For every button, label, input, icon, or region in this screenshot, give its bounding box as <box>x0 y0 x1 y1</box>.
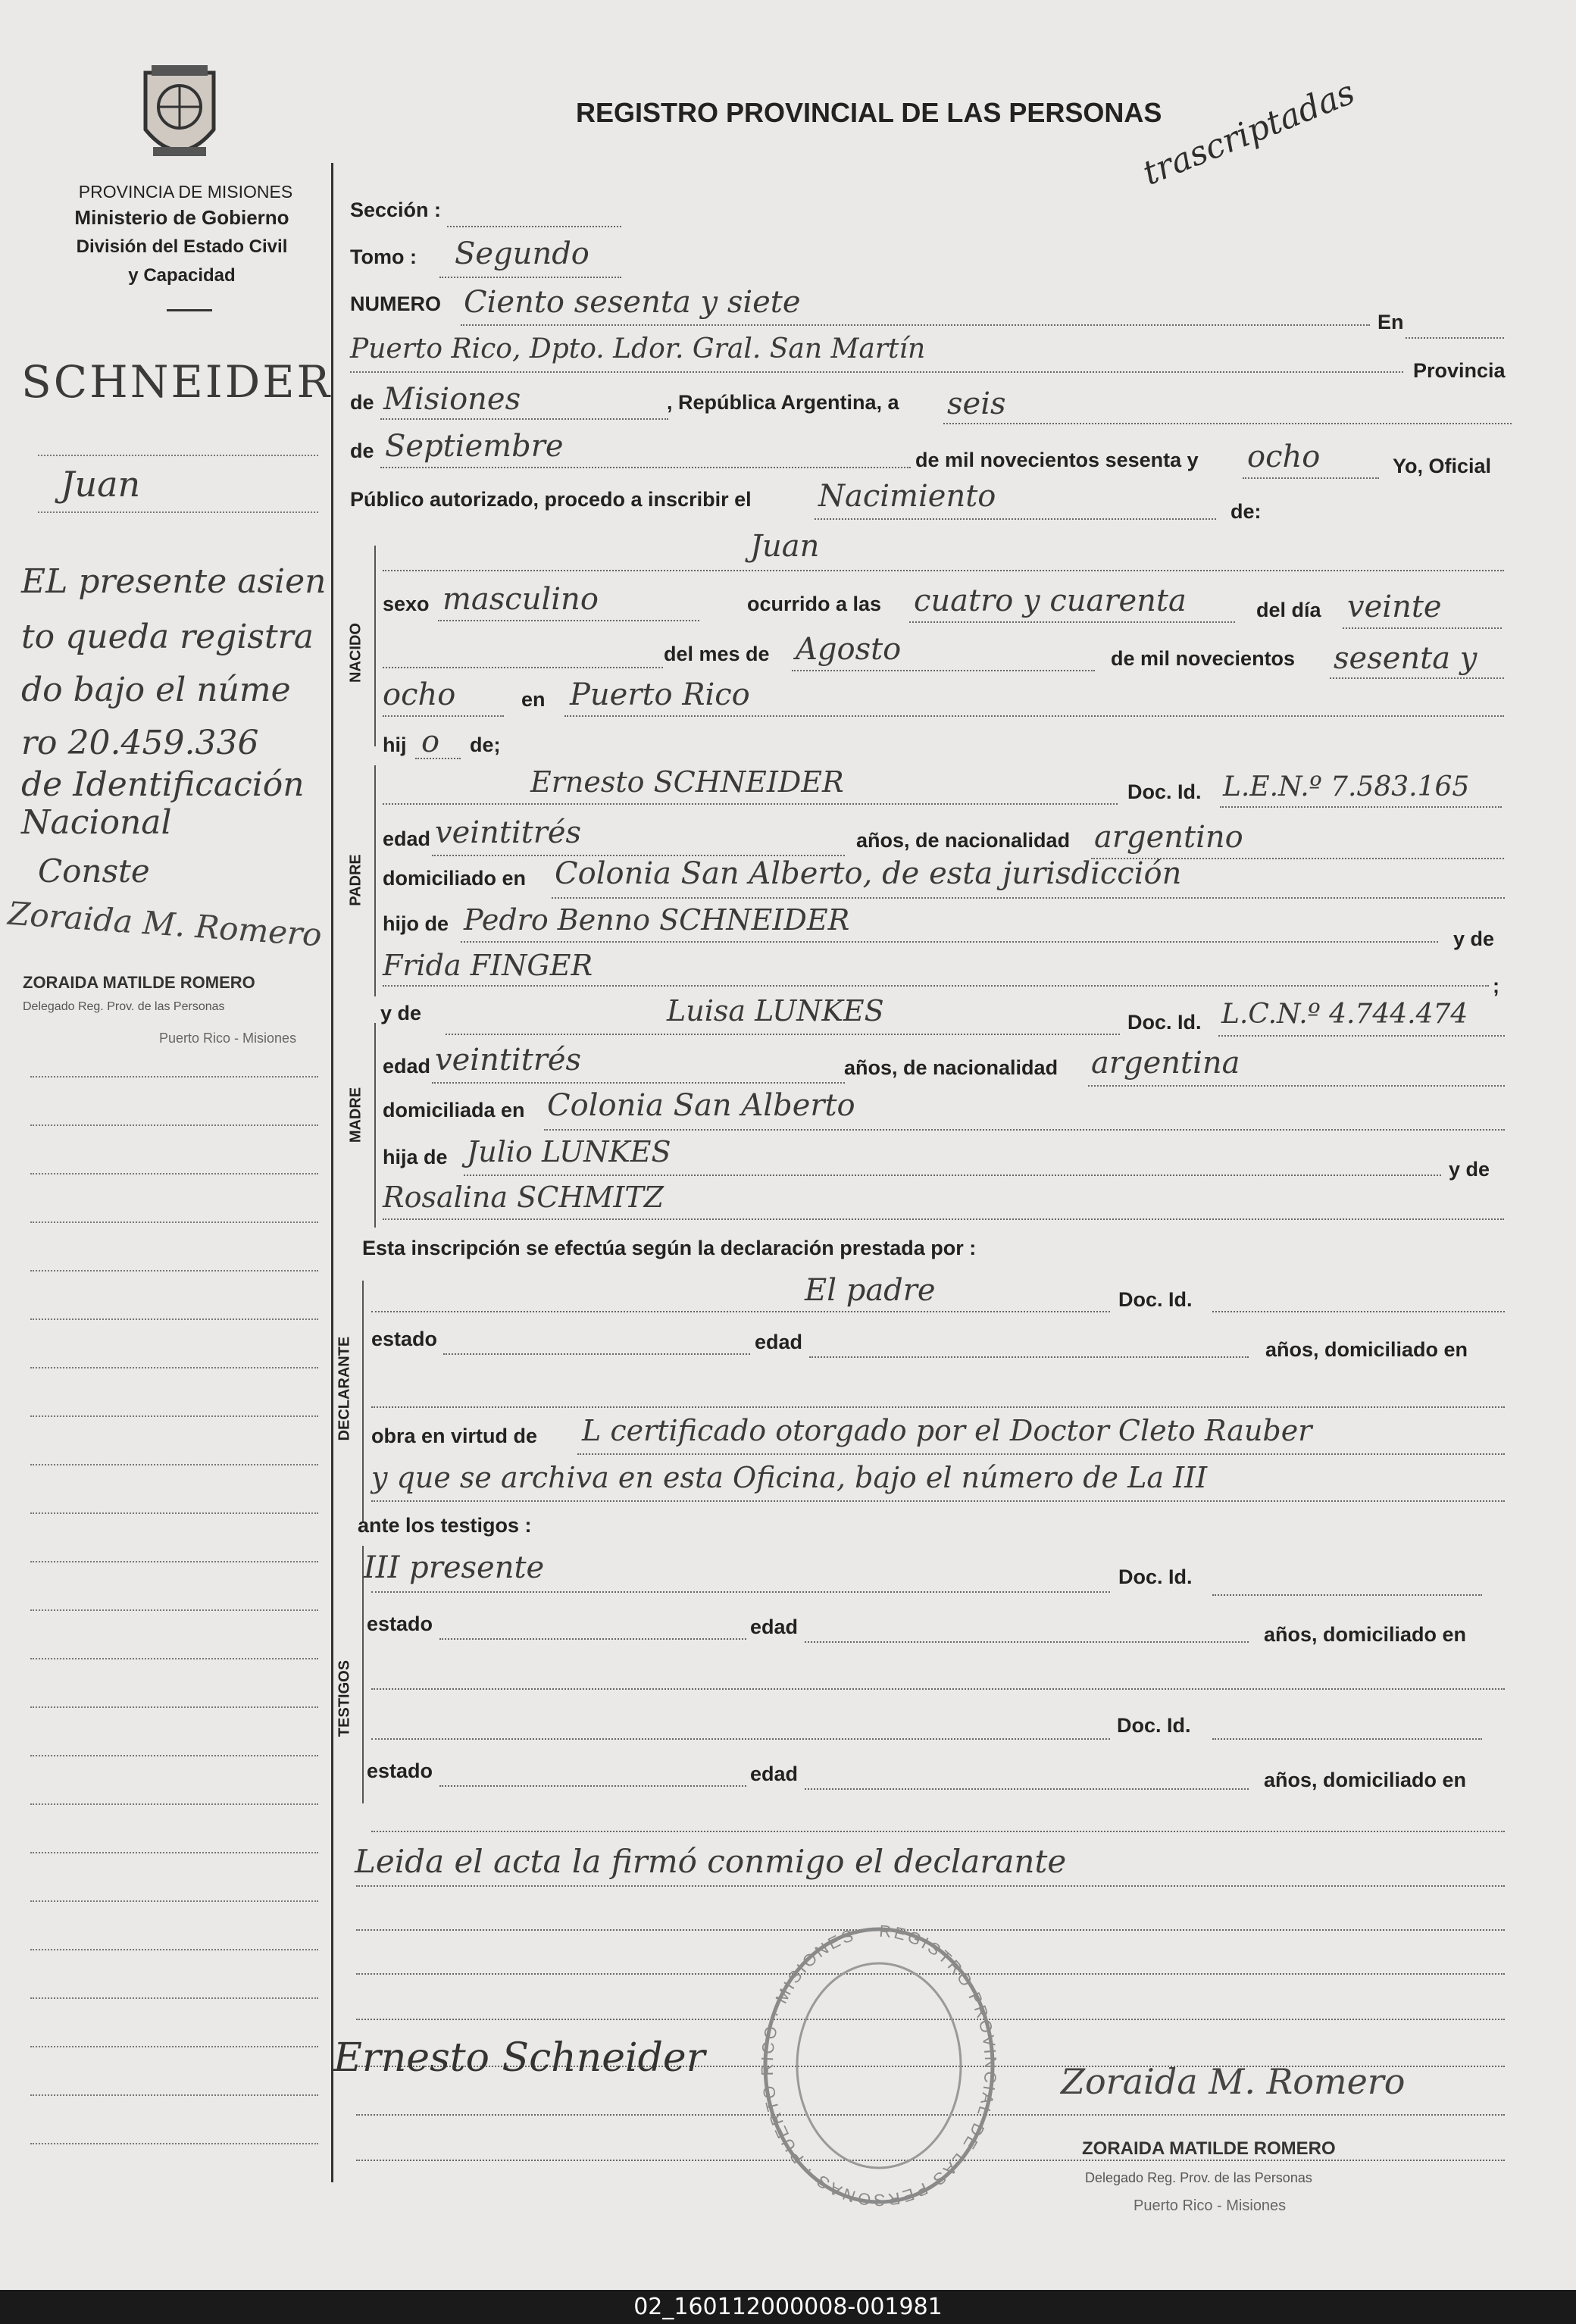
margin-rule <box>30 1464 318 1465</box>
field-line <box>439 1638 746 1640</box>
field-line <box>371 1591 1110 1593</box>
margin-rule <box>30 1997 318 1999</box>
margin-rule <box>30 1949 318 1950</box>
margin-rule <box>30 1755 318 1756</box>
label-del-mes: del mes de <box>664 643 770 665</box>
value-madre-doc: L.C.N.º 4.744.474 <box>1221 999 1468 1030</box>
value-madre-hija-de-2: Rosalina SCHMITZ <box>383 1181 664 1214</box>
field-line <box>443 1353 750 1355</box>
svg-text:REGISTRO PROVINCIAL DE LAS PER <box>758 1922 1000 2210</box>
margin-rule <box>30 2046 318 2047</box>
value-lugar: Puerto Rico, Dpto. Ldor. Gral. San Martín <box>350 333 926 364</box>
field-line <box>371 1406 1505 1408</box>
margin-rule <box>30 1609 318 1611</box>
label-padre-semicolon: ; <box>1493 974 1499 997</box>
divider <box>167 309 212 311</box>
official-stamp-name: ZORAIDA MATILDE ROMERO <box>1082 2138 1336 2159</box>
label-hijo-de: de; <box>470 733 501 756</box>
value-padre-hijo-de-2: Frida FINGER <box>383 949 593 982</box>
field-line <box>1212 1311 1505 1312</box>
page-title: REGISTRO PROVINCIAL DE LAS PERSONAS <box>576 97 1162 128</box>
label-padre-edad: edad <box>383 827 431 850</box>
margin-rule <box>30 1658 318 1659</box>
value-padre-nombre: Ernesto SCHNEIDER <box>530 765 844 799</box>
label-de-colon: de: <box>1230 500 1262 523</box>
margin-rule <box>30 2094 318 2096</box>
field-line <box>815 518 1216 520</box>
margin-rule <box>30 2143 318 2144</box>
signature-declarante: Ernesto Schneider <box>333 2035 705 2081</box>
value-padre-domicilio: Colonia San Alberto, de esta jurisdicción <box>555 856 1182 891</box>
value-madre-hija-de-1: Julio LUNKES <box>467 1135 671 1168</box>
field-line <box>461 324 1370 326</box>
field-line <box>446 1034 1120 1035</box>
field-line <box>383 1218 1504 1220</box>
label-madre-y-de: y de <box>380 1002 422 1024</box>
field-line <box>461 941 1438 943</box>
value-declarante-nombre: El padre <box>805 1273 936 1308</box>
field-line <box>1243 477 1379 479</box>
value-sexo: masculino <box>442 582 599 617</box>
value-dia: seis <box>947 386 1006 421</box>
margin-rule <box>30 1124 318 1126</box>
value-obra-1: L certificado otorgado por el Doctor Cleto Rauber <box>582 1414 1312 1447</box>
field-line <box>439 1785 746 1787</box>
label-provincia: Provincia <box>1413 359 1506 382</box>
crest-seal <box>130 58 229 171</box>
margin-rule <box>30 1318 318 1320</box>
field-line <box>805 1641 1249 1643</box>
label-padre-y-de: y de <box>1453 927 1495 950</box>
label-testigo2-doc: Doc. Id. <box>1117 1714 1191 1737</box>
margin-note-1: EL presente asien <box>21 562 327 601</box>
margin-rule <box>38 511 318 513</box>
margin-rule <box>30 1270 318 1271</box>
value-padre-nacionalidad: argentino <box>1094 820 1243 855</box>
value-nacido-nombre: Juan <box>750 529 820 564</box>
field-line <box>1330 677 1504 679</box>
margin-rule <box>30 1076 318 1078</box>
field-line <box>805 1788 1249 1790</box>
section-bracket <box>374 546 376 746</box>
field-line <box>909 621 1235 623</box>
label-declarante-doc: Doc. Id. <box>1118 1288 1193 1311</box>
field-line <box>371 1831 1505 1832</box>
value-anio-nac-a: sesenta y <box>1334 641 1478 676</box>
margin-rule <box>30 1803 318 1805</box>
value-tomo: Segundo <box>455 236 589 271</box>
side-label-madre: MADRE <box>347 1087 364 1143</box>
label-madre-y-de-2: y de <box>1449 1158 1490 1181</box>
margin-rule <box>30 1900 318 1902</box>
value-madre-domicilio: Colonia San Alberto <box>547 1088 855 1123</box>
field-line <box>943 423 1512 424</box>
value-padre-doc: L.E.N.º 7.583.165 <box>1223 771 1470 802</box>
label-declarante-estado: estado <box>371 1328 438 1350</box>
value-padre-hijo-de-1: Pedro Benno SCHNEIDER <box>464 903 850 937</box>
field-line <box>380 467 911 468</box>
field-line <box>383 985 1489 987</box>
official-stamp-place: Puerto Rico - Misiones <box>1134 2197 1287 2214</box>
value-testigo-1: III presente <box>364 1550 545 1585</box>
field-line <box>439 277 621 278</box>
field-line <box>371 1738 1110 1740</box>
margin-note-3: do bajo el núme <box>21 671 291 709</box>
field-line <box>383 715 504 717</box>
label-testigo2-edad: edad <box>750 1763 799 1785</box>
label-testigo1-edad: edad <box>750 1616 799 1638</box>
margin-rule <box>30 1367 318 1368</box>
label-padre-hijo-de: hijo de <box>383 912 449 935</box>
field-line <box>1212 1738 1482 1740</box>
label-madre-doc: Doc. Id. <box>1127 1011 1202 1034</box>
file-id-caption: 02_160112000008-001981 <box>0 2290 1576 2324</box>
margin-rule <box>38 455 318 456</box>
value-mes: Septiembre <box>385 429 564 464</box>
margin-surname: SCHNEIDER <box>21 356 333 408</box>
label-en-nac: en <box>521 688 546 711</box>
label-madre-edad: edad <box>383 1055 431 1078</box>
field-line <box>447 226 621 227</box>
margin-note-6: Nacional <box>21 803 172 842</box>
margin-rule <box>30 1221 318 1223</box>
value-anio: ocho <box>1247 439 1321 474</box>
label-testigo1-estado: estado <box>367 1612 433 1635</box>
label-declarante-edad: edad <box>755 1331 803 1353</box>
label-padre-doc: Doc. Id. <box>1127 780 1202 803</box>
label-en: En <box>1377 311 1404 333</box>
margin-note-4: ro 20.459.336 <box>21 724 259 762</box>
label-numero: NUMERO <box>350 292 441 315</box>
label-seccion: Sección : <box>350 199 442 221</box>
section-bracket <box>362 1281 364 1523</box>
margin-rule <box>30 1706 318 1708</box>
field-line <box>1343 627 1502 629</box>
field-line <box>564 715 1504 717</box>
side-label-padre: PADRE <box>347 854 364 906</box>
field-line <box>350 371 1403 373</box>
signature-oficial: Zoraida M. Romero <box>1061 2061 1406 2102</box>
field-line <box>809 1356 1249 1358</box>
left-margin-line <box>331 163 333 2182</box>
value-obra-2: y que se archiva en esta Oficina, bajo el número de La III <box>371 1461 1208 1494</box>
label-de-mes: de <box>350 439 374 462</box>
label-padre-anios: años, de nacionalidad <box>856 829 1071 852</box>
field-line <box>577 1453 1505 1455</box>
margin-given-name: Juan <box>61 464 141 505</box>
margin-note-2: to queda registra <box>21 618 314 656</box>
field-line <box>383 667 663 668</box>
value-provincia: Misiones <box>383 382 521 417</box>
margin-rule <box>30 1852 318 1853</box>
value-hijo-suffix: o <box>421 724 440 759</box>
field-line <box>356 1885 1505 1887</box>
field-line <box>1220 806 1502 808</box>
margin-note-5: de Identificación <box>21 765 305 804</box>
margin-note-7: Conste <box>38 852 150 890</box>
margin-stamp-place: Puerto Rico - Misiones <box>159 1031 297 1046</box>
round-seal <box>758 1922 1000 2210</box>
label-madre-hija-de: hija de <box>383 1146 448 1168</box>
office-line-2: Ministerio de Gobierno <box>74 206 289 229</box>
field-line <box>1218 1035 1505 1037</box>
office-line-1: PROVINCIA DE MISIONES <box>78 182 293 202</box>
value-lugar-nac: Puerto Rico <box>570 677 750 712</box>
label-mil-novecientos: de mil novecientos sesenta y <box>915 449 1199 471</box>
field-line <box>432 1082 845 1084</box>
value-acto: Nacimiento <box>818 479 996 514</box>
side-label-testigos: TESTIGOS <box>336 1659 353 1738</box>
field-line <box>383 570 1504 571</box>
label-ante-testigos: ante los testigos : <box>358 1514 532 1537</box>
field-line <box>552 897 1505 899</box>
label-padre-domicilio: domiciliado en <box>383 867 527 890</box>
margin-stamp-name: ZORAIDA MATILDE ROMERO <box>23 973 255 992</box>
side-label-nacido: NACIDO <box>347 623 364 683</box>
label-hijo: hij <box>383 733 407 756</box>
label-republica: , República Argentina, a <box>667 391 899 414</box>
value-madre-nombre: Luisa LUNKES <box>667 994 884 1028</box>
label-tomo: Tomo : <box>350 246 417 268</box>
margin-rule <box>30 1415 318 1417</box>
value-hora: cuatro y cuarenta <box>914 583 1187 618</box>
margin-stamp-title: Delegado Reg. Prov. de las Personas <box>23 1000 225 1013</box>
field-line <box>371 1311 1110 1312</box>
section-bracket <box>374 765 376 996</box>
field-line <box>544 1129 1505 1131</box>
label-testigo2-estado: estado <box>367 1759 433 1782</box>
label-testigo1-doc: Doc. Id. <box>1118 1565 1193 1588</box>
official-stamp-title: Delegado Reg. Prov. de las Personas <box>1085 2170 1312 2185</box>
value-anio-nac-b: ocho <box>383 677 456 712</box>
office-line-4: y Capacidad <box>128 265 236 286</box>
label-del-dia: del día <box>1256 599 1321 621</box>
section-bracket <box>374 1023 376 1228</box>
field-line <box>380 418 668 420</box>
label-testigo1-anios: años, domiciliado en <box>1264 1623 1467 1646</box>
label-yo-oficial: Yo, Oficial <box>1393 455 1492 477</box>
margin-signature: Zoraida M. Romero <box>6 894 324 954</box>
value-numero: Ciento sesenta y siete <box>464 285 801 320</box>
office-line-3: División del Estado Civil <box>76 236 288 257</box>
label-obra: obra en virtud de <box>371 1425 538 1447</box>
margin-rule <box>30 1561 318 1562</box>
label-de: de <box>350 391 374 414</box>
round-seal-text: REGISTRO PROVINCIAL DE LAS PERSONAS · PUERTO RICO · MISIONES <box>758 1922 1000 2210</box>
label-declarante-anios: años, domiciliado en <box>1265 1338 1468 1361</box>
value-dia-nac: veinte <box>1347 590 1442 624</box>
value-madre-nacionalidad: argentina <box>1091 1046 1240 1081</box>
field-line <box>1088 1085 1505 1087</box>
title-annotation: trascriptadas <box>1137 73 1361 193</box>
field-line <box>464 1175 1441 1176</box>
field-line <box>371 1500 1505 1502</box>
label-testigo2-anios: años, domiciliado en <box>1264 1769 1467 1791</box>
label-sexo: sexo <box>383 593 430 615</box>
declarante-intro: Esta inscripción se efectúa según la declaración prestada por : <box>362 1237 977 1259</box>
field-line <box>415 758 461 759</box>
value-padre-edad: veintitrés <box>435 815 582 850</box>
side-label-declarante: DECLARANTE <box>336 1336 353 1441</box>
field-line <box>438 620 699 621</box>
value-mes-nac: Agosto <box>796 632 902 667</box>
margin-rule <box>30 1173 318 1175</box>
field-line <box>383 803 1118 805</box>
label-madre-anios: años, de nacionalidad <box>844 1056 1058 1079</box>
label-ocurrido: ocurrido a las <box>747 593 882 615</box>
closing-leida: Leida el acta la firmó conmigo el declarante <box>355 1843 1067 1880</box>
value-madre-edad: veintitrés <box>435 1043 582 1078</box>
field-line <box>1406 337 1504 339</box>
field-line <box>792 670 1095 671</box>
label-mil-nov-nac: de mil novecientos <box>1111 647 1296 670</box>
margin-rule <box>30 1512 318 1514</box>
field-line <box>1212 1594 1482 1596</box>
label-madre-domicilio: domiciliada en <box>383 1099 525 1121</box>
field-line <box>371 1688 1505 1690</box>
label-publico: Público autorizado, procedo a inscribir el <box>350 488 752 511</box>
